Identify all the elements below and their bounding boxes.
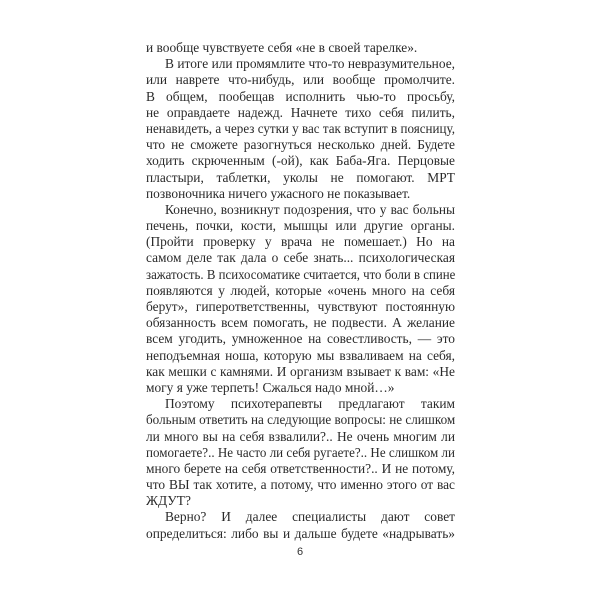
paragraph [146,396,455,509]
text-line: ходить скрюченным (-ой), как Баба-Яга. Перцовые [146,153,455,169]
page-number: 6 [296,546,304,558]
text-line: В итоге или промямлите что-то невразумительное, [165,56,455,72]
paragraph [146,509,455,541]
text-line: зажатость. В психосоматике считается, что боли в спине [146,266,456,282]
text-line: ли много вы на себя взвалили?.. Не очень многим ли [146,428,455,444]
text-line: могу я уже терпеть! Сжалься надо мной…» [146,379,395,395]
text-line: Поэтому психотерапевты предлагают таким [165,396,455,412]
text-line: не оправдаете надежд. Начнете тихо себя пилить, [146,104,455,120]
text-line: больным ответить на следующие вопросы: не слишком [146,412,456,428]
text-line: неподъемная ноша, которую мы взваливаем на себя, [146,347,455,363]
paragraph [146,56,455,202]
text-line: (Пройти проверку у врача не помешает.) Но на [146,234,455,250]
text-line: печень, почки, кости, мышцы или другие органы. [146,218,455,234]
text-line: позвоночника ничего ужасного не показывает. [146,185,411,201]
text-line: помогаете?.. Не часто ли себя ругаете?.. Не слишком ли [146,444,455,460]
text-line: В общем, пообещав исполнить чью-то просьбу, [146,88,455,104]
paragraph [146,202,455,396]
paragraph [146,40,455,56]
text-line: и вообще чувствуете себя «не в своей тарелке». [146,40,418,55]
text-line: ЖДУТ? [146,493,191,509]
text-line: обязанность всем помогать, не подвести. А желание [146,315,455,331]
text-line: берут», гиперответственны, чувствуют постоянную [146,299,455,314]
text-line: определиться: либо вы и дальше будете «надрывать» [146,525,455,541]
page-body [146,40,455,542]
text-line: пластыри, таблетки, уколы не помогают. МРТ [146,169,455,185]
text-line: что ВЫ так хотите, а потому, что именно этого от вас [146,477,455,493]
text-line: как мешки с камнями. И организм взывает к вам: «Не [146,363,455,379]
text-line: Конечно, возникнут подозрения, что у вас больны [165,201,455,217]
text-line: самом деле так дала о себе знать... психологическая [146,250,455,266]
text-line: что не сможете разогнуться несколько дней. Будете [146,137,455,153]
text-line: Верно? И далее специалисты дают совет [165,509,455,525]
text-line: ненавидеть, а через сутки у вас так вступит в поясницу, [146,120,455,136]
text-line: или наврете что-нибудь, или вообще промолчите. [146,72,455,88]
text-line: всем угодить, умноженное на совестливость, — это [146,331,455,347]
text-line: появляются у людей, которые «очень много на себя [146,282,455,298]
text-line: много берете на себя ответственности?.. И не потому, [146,460,455,476]
